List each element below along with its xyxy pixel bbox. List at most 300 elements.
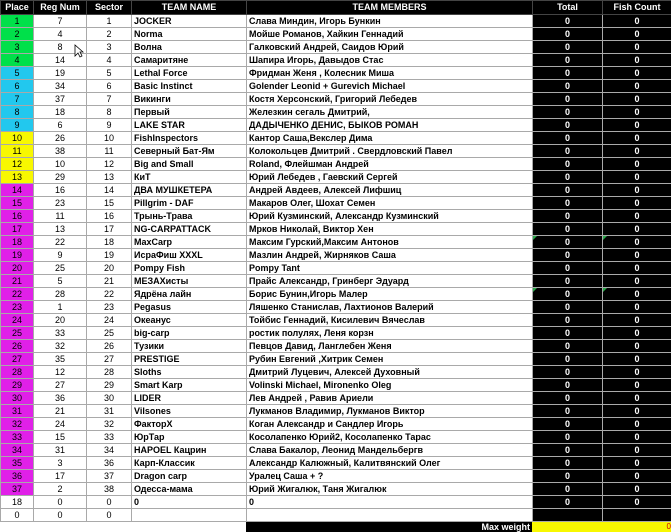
fish-count-cell[interactable] xyxy=(603,41,671,54)
sector-cell[interactable] xyxy=(87,483,132,496)
team-members-cell[interactable] xyxy=(247,119,533,132)
table-row xyxy=(1,405,671,418)
team-members-cell[interactable] xyxy=(247,15,533,28)
fish-count-cell[interactable] xyxy=(603,483,671,496)
team-name-cell[interactable] xyxy=(132,431,247,444)
reg-num-cell[interactable] xyxy=(34,340,87,353)
sector-cell[interactable] xyxy=(87,145,132,158)
sector-cell-text: 10 xyxy=(103,132,114,143)
fish-count-cell-text: 0 xyxy=(634,236,640,247)
place-cell[interactable] xyxy=(1,171,34,184)
team-name-cell[interactable] xyxy=(132,210,247,223)
sector-cell[interactable] xyxy=(87,223,132,236)
team-members-cell[interactable] xyxy=(247,184,533,197)
total-cell[interactable] xyxy=(533,483,603,496)
place-cell[interactable] xyxy=(1,80,34,93)
fish-count-cell[interactable] xyxy=(603,496,671,509)
sector-cell[interactable] xyxy=(87,366,132,379)
team-members-cell[interactable] xyxy=(247,392,533,405)
place-cell-text: 37 xyxy=(11,483,22,494)
team-members-cell[interactable] xyxy=(247,132,533,145)
team-name-cell[interactable] xyxy=(132,483,247,496)
total-cell[interactable] xyxy=(533,405,603,418)
fish-count-cell[interactable] xyxy=(603,288,671,301)
reg-num-cell[interactable] xyxy=(34,249,87,262)
total-cell-text: 0 xyxy=(564,223,570,234)
fish-count-cell[interactable] xyxy=(603,184,671,197)
fish-count-cell[interactable] xyxy=(603,210,671,223)
fish-count-cell[interactable] xyxy=(603,340,671,353)
header-place[interactable]: Place xyxy=(1,1,34,15)
team-name-cell[interactable] xyxy=(132,54,247,67)
reg-num-cell[interactable] xyxy=(34,106,87,119)
total-cell[interactable] xyxy=(533,28,603,41)
total-cell[interactable] xyxy=(533,132,603,145)
place-cell[interactable] xyxy=(1,28,34,41)
reg-num-cell[interactable] xyxy=(34,145,87,158)
reg-num-cell[interactable] xyxy=(34,132,87,145)
reg-num-cell[interactable] xyxy=(34,158,87,171)
team-members-cell[interactable] xyxy=(247,366,533,379)
reg-num-cell[interactable] xyxy=(34,171,87,184)
place-cell[interactable] xyxy=(1,314,34,327)
fish-count-cell[interactable] xyxy=(603,392,671,405)
header-team-members[interactable]: TEAM MEMBERS xyxy=(247,1,533,15)
sector-cell[interactable] xyxy=(87,288,132,301)
team-members-cell[interactable] xyxy=(247,483,533,496)
fish-count-cell[interactable] xyxy=(603,80,671,93)
team-members-cell[interactable] xyxy=(247,197,533,210)
total-cell[interactable] xyxy=(533,15,603,28)
fish-count-cell[interactable] xyxy=(603,119,671,132)
team-members-cell[interactable] xyxy=(247,145,533,158)
reg-num-cell[interactable] xyxy=(34,457,87,470)
total-cell[interactable] xyxy=(533,184,603,197)
sector-cell-text: 38 xyxy=(103,483,114,494)
total-cell[interactable] xyxy=(533,158,603,171)
team-name-cell[interactable] xyxy=(132,327,247,340)
team-members-cell[interactable] xyxy=(247,93,533,106)
fish-count-cell[interactable] xyxy=(603,444,671,457)
fish-count-cell[interactable] xyxy=(603,67,671,80)
total-cell[interactable] xyxy=(533,145,603,158)
team-name-cell[interactable] xyxy=(132,418,247,431)
team-members-cell[interactable] xyxy=(247,353,533,366)
reg-num-cell[interactable] xyxy=(34,379,87,392)
team-name-cell-text: Sloths xyxy=(134,366,162,377)
team-members-cell[interactable] xyxy=(247,418,533,431)
place-cell[interactable] xyxy=(1,67,34,80)
reg-num-cell[interactable] xyxy=(34,483,87,496)
team-name-cell[interactable] xyxy=(132,470,247,483)
team-name-cell[interactable] xyxy=(132,301,247,314)
team-members-cell[interactable] xyxy=(247,275,533,288)
reg-num-cell[interactable] xyxy=(34,353,87,366)
sector-cell[interactable] xyxy=(87,353,132,366)
sector-cell[interactable] xyxy=(87,184,132,197)
reg-num-cell[interactable] xyxy=(34,392,87,405)
place-cell[interactable] xyxy=(1,431,34,444)
total-cell[interactable] xyxy=(533,327,603,340)
fish-count-cell[interactable] xyxy=(603,145,671,158)
place-cell[interactable] xyxy=(1,106,34,119)
place-cell[interactable] xyxy=(1,54,34,67)
team-members-cell[interactable] xyxy=(247,496,533,509)
fish-count-cell[interactable] xyxy=(603,366,671,379)
team-members-cell[interactable] xyxy=(247,80,533,93)
total-cell[interactable] xyxy=(533,275,603,288)
sector-cell[interactable] xyxy=(87,132,132,145)
sector-cell[interactable] xyxy=(87,249,132,262)
team-members-cell[interactable] xyxy=(247,158,533,171)
team-name-cell[interactable] xyxy=(132,288,247,301)
reg-num-cell[interactable] xyxy=(34,197,87,210)
place-cell-text: 9 xyxy=(14,119,20,130)
total-cell[interactable] xyxy=(533,457,603,470)
place-cell[interactable] xyxy=(1,457,34,470)
fish-count-cell[interactable] xyxy=(603,470,671,483)
team-members-cell[interactable] xyxy=(247,171,533,184)
place-cell[interactable] xyxy=(1,15,34,28)
comment-marker-icon xyxy=(603,236,607,240)
team-name-cell[interactable] xyxy=(132,392,247,405)
total-cell[interactable] xyxy=(533,119,603,132)
sector-cell[interactable] xyxy=(87,405,132,418)
fish-count-cell[interactable] xyxy=(603,314,671,327)
team-members-cell-text: Борис Бунин,Игорь Малер xyxy=(249,288,368,299)
fish-count-cell[interactable] xyxy=(603,132,671,145)
sector-cell[interactable] xyxy=(87,327,132,340)
place-cell[interactable] xyxy=(1,392,34,405)
team-members-cell[interactable] xyxy=(247,67,533,80)
sector-cell[interactable] xyxy=(87,54,132,67)
team-members-cell-text: Golender Leonid + Gurevich Michael xyxy=(249,80,406,91)
fish-count-cell[interactable] xyxy=(603,171,671,184)
table-row xyxy=(1,210,671,223)
team-name-cell[interactable] xyxy=(132,353,247,366)
total-cell[interactable] xyxy=(533,314,603,327)
sector-cell[interactable] xyxy=(87,470,132,483)
sector-cell[interactable] xyxy=(87,158,132,171)
place-cell[interactable] xyxy=(1,119,34,132)
place-cell[interactable] xyxy=(1,379,34,392)
place-cell[interactable] xyxy=(1,496,34,509)
reg-num-cell[interactable] xyxy=(34,15,87,28)
team-name-cell[interactable] xyxy=(132,15,247,28)
fish-count-cell[interactable] xyxy=(603,236,671,249)
reg-num-cell[interactable] xyxy=(34,223,87,236)
team-members-cell[interactable] xyxy=(247,210,533,223)
team-members-cell[interactable] xyxy=(247,249,533,262)
reg-num-cell[interactable] xyxy=(34,431,87,444)
team-name-cell[interactable] xyxy=(132,171,247,184)
sector-cell[interactable] xyxy=(87,197,132,210)
team-name-cell[interactable] xyxy=(132,28,247,41)
fish-count-cell[interactable] xyxy=(603,379,671,392)
header-fish-count[interactable]: Fish Count xyxy=(603,1,671,15)
fish-count-cell[interactable] xyxy=(603,431,671,444)
team-members-cell[interactable] xyxy=(247,54,533,67)
team-members-cell[interactable] xyxy=(247,405,533,418)
fish-count-cell[interactable] xyxy=(603,249,671,262)
sector-cell[interactable] xyxy=(87,431,132,444)
reg-num-cell[interactable] xyxy=(34,418,87,431)
header-team-name[interactable]: TEAM NAME xyxy=(132,1,247,15)
team-members-cell-text: Рубин Евгений ,Хитрик Семен xyxy=(249,353,384,364)
fish-count-cell[interactable] xyxy=(603,418,671,431)
team-members-cell[interactable] xyxy=(247,457,533,470)
team-members-cell[interactable] xyxy=(247,470,533,483)
place-cell[interactable] xyxy=(1,301,34,314)
sector-cell[interactable] xyxy=(87,15,132,28)
total-cell[interactable] xyxy=(533,379,603,392)
total-cell[interactable] xyxy=(533,41,603,54)
team-name-cell[interactable] xyxy=(132,444,247,457)
total-cell[interactable] xyxy=(533,67,603,80)
team-name-cell[interactable] xyxy=(132,145,247,158)
team-name-cell[interactable] xyxy=(132,236,247,249)
total-cell[interactable] xyxy=(533,54,603,67)
reg-num-cell[interactable] xyxy=(34,236,87,249)
fish-count-cell[interactable] xyxy=(603,405,671,418)
team-name-cell[interactable] xyxy=(132,379,247,392)
place-cell-text: 35 xyxy=(11,457,22,468)
place-cell[interactable] xyxy=(1,288,34,301)
place-cell[interactable] xyxy=(1,236,34,249)
place-cell[interactable] xyxy=(1,41,34,54)
sector-cell[interactable] xyxy=(87,262,132,275)
team-name-cell[interactable] xyxy=(132,197,247,210)
total-cell[interactable] xyxy=(533,444,603,457)
team-members-cell[interactable] xyxy=(247,327,533,340)
team-name-cell-text: MaxCarp xyxy=(134,236,173,247)
total-cell[interactable] xyxy=(533,262,603,275)
sector-cell[interactable] xyxy=(87,314,132,327)
team-name-cell[interactable] xyxy=(132,457,247,470)
reg-num-cell[interactable] xyxy=(34,210,87,223)
total-cell[interactable] xyxy=(533,470,603,483)
place-cell[interactable] xyxy=(1,197,34,210)
total-cell[interactable] xyxy=(533,288,603,301)
reg-num-cell[interactable] xyxy=(34,301,87,314)
reg-num-cell[interactable] xyxy=(34,184,87,197)
place-cell[interactable] xyxy=(1,210,34,223)
team-name-cell[interactable] xyxy=(132,132,247,145)
reg-num-cell[interactable] xyxy=(34,288,87,301)
total-cell[interactable] xyxy=(533,106,603,119)
total-cell[interactable] xyxy=(533,392,603,405)
total-cell[interactable] xyxy=(533,171,603,184)
table-row xyxy=(1,171,671,184)
sector-cell[interactable] xyxy=(87,28,132,41)
team-name-cell[interactable] xyxy=(132,249,247,262)
sector-cell[interactable] xyxy=(87,340,132,353)
reg-num-cell[interactable] xyxy=(34,366,87,379)
team-name-cell[interactable] xyxy=(132,223,247,236)
place-cell[interactable] xyxy=(1,132,34,145)
place-cell-text: 0 xyxy=(14,509,20,520)
reg-num-cell[interactable] xyxy=(34,262,87,275)
header-total[interactable]: Total xyxy=(533,1,603,15)
fish-count-cell[interactable] xyxy=(603,327,671,340)
team-name-cell[interactable] xyxy=(132,106,247,119)
reg-num-cell[interactable] xyxy=(34,119,87,132)
place-cell[interactable] xyxy=(1,275,34,288)
fish-count-cell[interactable] xyxy=(603,262,671,275)
team-members-cell[interactable] xyxy=(247,28,533,41)
place-cell[interactable] xyxy=(1,158,34,171)
fish-count-cell[interactable] xyxy=(603,353,671,366)
total-cell[interactable] xyxy=(533,236,603,249)
sector-cell[interactable] xyxy=(87,106,132,119)
sector-cell[interactable] xyxy=(87,171,132,184)
place-cell[interactable] xyxy=(1,483,34,496)
sector-cell[interactable] xyxy=(87,457,132,470)
sector-cell-text: 25 xyxy=(103,327,114,338)
total-cell[interactable] xyxy=(533,223,603,236)
reg-num-cell[interactable] xyxy=(34,67,87,80)
team-name-cell[interactable] xyxy=(132,340,247,353)
total-cell[interactable] xyxy=(533,210,603,223)
sector-cell[interactable] xyxy=(87,392,132,405)
fish-count-cell[interactable] xyxy=(603,28,671,41)
team-members-cell[interactable] xyxy=(247,236,533,249)
team-members-cell[interactable] xyxy=(247,379,533,392)
fish-count-cell[interactable] xyxy=(603,457,671,470)
fish-count-cell[interactable] xyxy=(603,15,671,28)
team-members-cell[interactable] xyxy=(247,41,533,54)
team-members-cell[interactable] xyxy=(247,301,533,314)
team-members-cell[interactable] xyxy=(247,431,533,444)
sector-cell[interactable] xyxy=(87,67,132,80)
sector-cell[interactable] xyxy=(87,301,132,314)
place-cell[interactable] xyxy=(1,327,34,340)
total-cell[interactable] xyxy=(533,93,603,106)
place-cell[interactable] xyxy=(1,145,34,158)
team-name-cell[interactable] xyxy=(132,184,247,197)
fish-count-cell[interactable] xyxy=(603,197,671,210)
team-members-cell[interactable] xyxy=(247,444,533,457)
team-members-cell[interactable] xyxy=(247,314,533,327)
place-cell[interactable] xyxy=(1,93,34,106)
team-members-cell[interactable] xyxy=(247,106,533,119)
place-cell[interactable] xyxy=(1,249,34,262)
table-row xyxy=(1,28,671,41)
reg-num-cell[interactable] xyxy=(34,314,87,327)
fish-count-cell[interactable] xyxy=(603,93,671,106)
sector-cell[interactable] xyxy=(87,41,132,54)
team-name-cell[interactable] xyxy=(132,366,247,379)
total-cell[interactable] xyxy=(533,340,603,353)
place-cell[interactable] xyxy=(1,405,34,418)
team-members-cell[interactable] xyxy=(247,223,533,236)
sector-cell[interactable] xyxy=(87,210,132,223)
team-name-cell[interactable] xyxy=(132,67,247,80)
team-name-cell-text: МЕЗАХисты xyxy=(134,275,189,286)
max-weight-value[interactable]: 0 xyxy=(532,522,671,532)
sector-cell-text: 24 xyxy=(103,314,114,325)
fish-count-cell[interactable] xyxy=(603,275,671,288)
sector-cell[interactable] xyxy=(87,379,132,392)
fish-count-cell[interactable] xyxy=(603,223,671,236)
team-name-cell-text: PRESTIGE xyxy=(134,353,180,364)
reg-num-cell[interactable] xyxy=(34,275,87,288)
reg-num-cell[interactable] xyxy=(34,496,87,509)
reg-num-cell[interactable] xyxy=(34,80,87,93)
place-cell[interactable] xyxy=(1,184,34,197)
total-cell[interactable] xyxy=(533,301,603,314)
total-cell-text: 0 xyxy=(564,145,570,156)
place-cell[interactable] xyxy=(1,262,34,275)
sector-cell[interactable] xyxy=(87,80,132,93)
fish-count-cell[interactable] xyxy=(603,158,671,171)
team-name-cell[interactable] xyxy=(132,405,247,418)
team-members-cell[interactable] xyxy=(247,340,533,353)
reg-num-cell[interactable] xyxy=(34,470,87,483)
header-reg-num[interactable]: Reg Num xyxy=(34,1,87,15)
sector-cell[interactable] xyxy=(87,119,132,132)
place-cell[interactable] xyxy=(1,340,34,353)
place-cell[interactable] xyxy=(1,223,34,236)
team-name-cell[interactable] xyxy=(132,80,247,93)
place-cell[interactable] xyxy=(1,353,34,366)
fish-count-cell[interactable] xyxy=(603,106,671,119)
team-name-cell[interactable] xyxy=(132,262,247,275)
sector-cell[interactable] xyxy=(87,275,132,288)
total-cell[interactable] xyxy=(533,366,603,379)
team-name-cell[interactable] xyxy=(132,93,247,106)
sector-cell[interactable] xyxy=(87,418,132,431)
team-name-cell-text: ИсраФиш XXXL xyxy=(134,249,203,260)
team-members-cell[interactable] xyxy=(247,262,533,275)
team-name-cell[interactable] xyxy=(132,41,247,54)
sector-cell[interactable] xyxy=(87,93,132,106)
reg-num-cell[interactable] xyxy=(34,327,87,340)
place-cell[interactable] xyxy=(1,418,34,431)
total-cell-text: 0 xyxy=(564,353,570,364)
reg-num-cell[interactable] xyxy=(34,444,87,457)
place-cell-text: 20 xyxy=(11,262,22,273)
reg-num-cell[interactable] xyxy=(34,405,87,418)
sector-cell[interactable] xyxy=(87,496,132,509)
team-name-cell[interactable] xyxy=(132,496,247,509)
total-cell[interactable] xyxy=(533,418,603,431)
place-cell[interactable] xyxy=(1,470,34,483)
place-cell-text: 26 xyxy=(11,340,22,351)
total-cell[interactable] xyxy=(533,197,603,210)
team-name-cell-text: FishInspectors xyxy=(134,132,199,143)
sector-cell[interactable] xyxy=(87,444,132,457)
place-cell[interactable] xyxy=(1,366,34,379)
header-sector[interactable]: Sector xyxy=(87,1,132,15)
team-name-cell[interactable] xyxy=(132,314,247,327)
total-cell[interactable] xyxy=(533,496,603,509)
reg-num-cell[interactable] xyxy=(34,93,87,106)
fish-count-cell[interactable] xyxy=(603,54,671,67)
total-cell[interactable] xyxy=(533,353,603,366)
reg-num-cell[interactable] xyxy=(34,28,87,41)
fish-count-cell[interactable] xyxy=(603,301,671,314)
place-cell[interactable] xyxy=(1,444,34,457)
team-name-cell[interactable] xyxy=(132,158,247,171)
team-members-cell[interactable] xyxy=(247,288,533,301)
sector-cell[interactable] xyxy=(87,236,132,249)
total-cell[interactable] xyxy=(533,80,603,93)
team-name-cell[interactable] xyxy=(132,119,247,132)
total-cell[interactable] xyxy=(533,249,603,262)
team-name-cell[interactable] xyxy=(132,275,247,288)
total-cell[interactable] xyxy=(533,431,603,444)
